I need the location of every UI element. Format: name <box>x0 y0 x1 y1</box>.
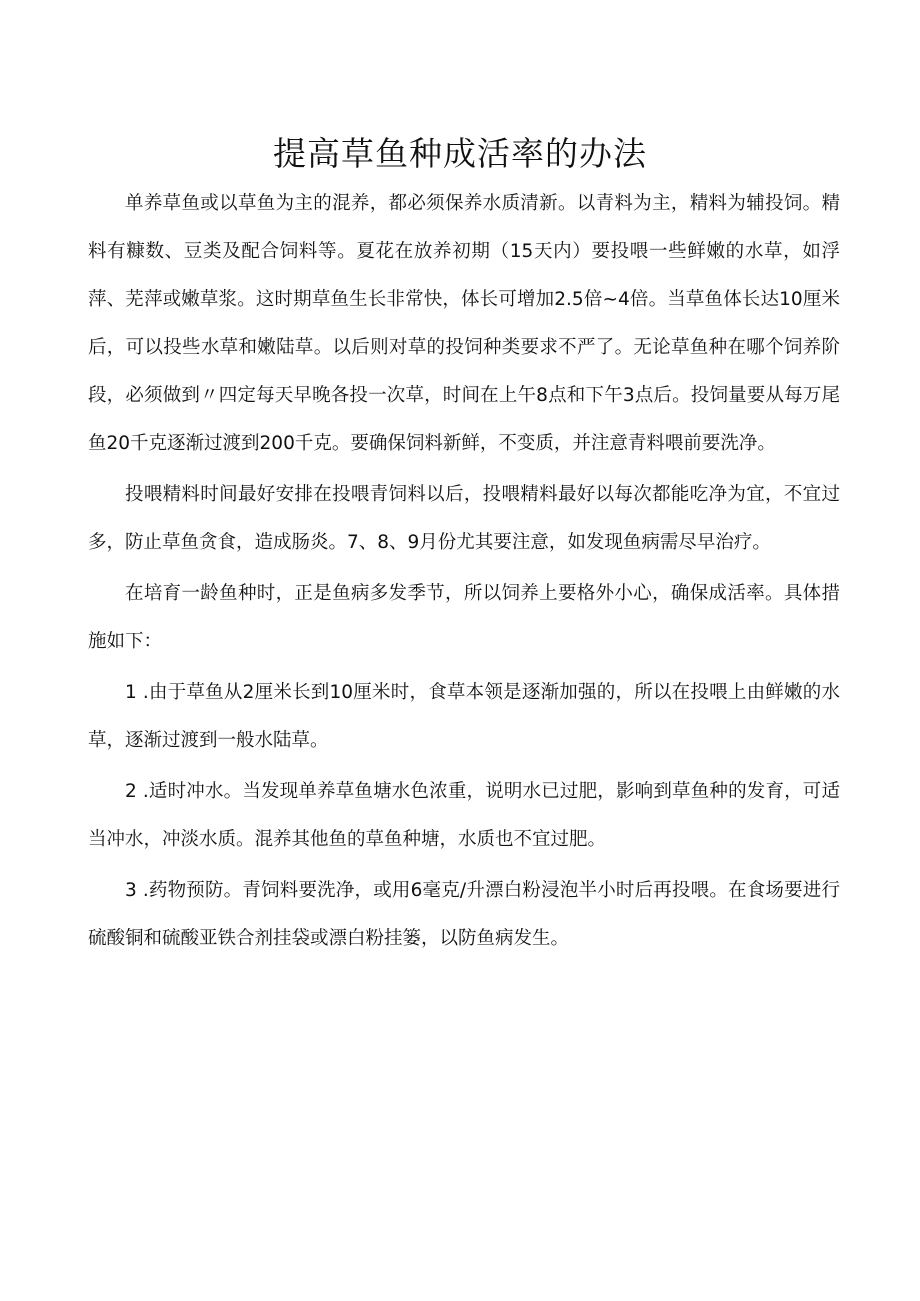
paragraph-intro: 单养草鱼或以草鱼为主的混养，都必须保养水质清新。以青料为主，精料为辅投饲。精料有糠数、豆类及配合饲料等。夏花在放养初期（15天内）要投喂一些鲜嫩的水草，如浮萍、芜萍或嫩草浆。这时期草鱼生长非常快，体长可增加2.5倍~4倍。当草鱼体长达10厘米后，可以投些水草和嫩陆草。以后则对草的投饲种类要求不严了。无论草鱼种在哪个饲养阶段，必须做到〃四定每天早晚各投一次草，时间在上午8点和下午3点后。投饲量要从每万尾鱼20千克逐渐过渡到200千克。要确保饲料新鲜，不变质，并注意青料喂前要洗净。 <box>88 193 840 454</box>
paragraph-measures-intro: 在培育一龄鱼种时，正是鱼病多发季节，所以饲养上要格外小心，确保成活率。具体措施如下： <box>88 583 840 652</box>
document-title: 提高草鱼种成活率的办法 <box>273 134 647 173</box>
paragraph-feeding: 投喂精料时间最好安排在投喂青饲料以后，投喂精料最好以每次都能吃净为宜，不宜过多，防止草鱼贪食，造成肠炎。7、8、9月份尤其要注意，如发现鱼病需尽早治疗。 <box>88 484 840 553</box>
paragraph-measure-1: 1 .由于草鱼从2厘米长到10厘米时，食草本领是逐渐加强的，所以在投喂上由鲜嫩的水草，逐渐过渡到一般水陆草。 <box>88 682 840 751</box>
paragraph-measure-3: 3 .药物预防。青饲料要洗净，或用6毫克/升漂白粉浸泡半小时后再投喂。在食场要进行硫酸铜和硫酸亚铁合剂挂袋或漂白粉挂篓，以防鱼病发生。 <box>88 880 840 949</box>
paragraph-measure-2: 2 .适时冲水。当发现单养草鱼塘水色浓重，说明水已过肥，影响到草鱼种的发育，可适当冲水，冲淡水质。混养其他鱼的草鱼种塘，水质也不宜过肥。 <box>88 781 840 850</box>
document-body <box>88 180 840 963</box>
